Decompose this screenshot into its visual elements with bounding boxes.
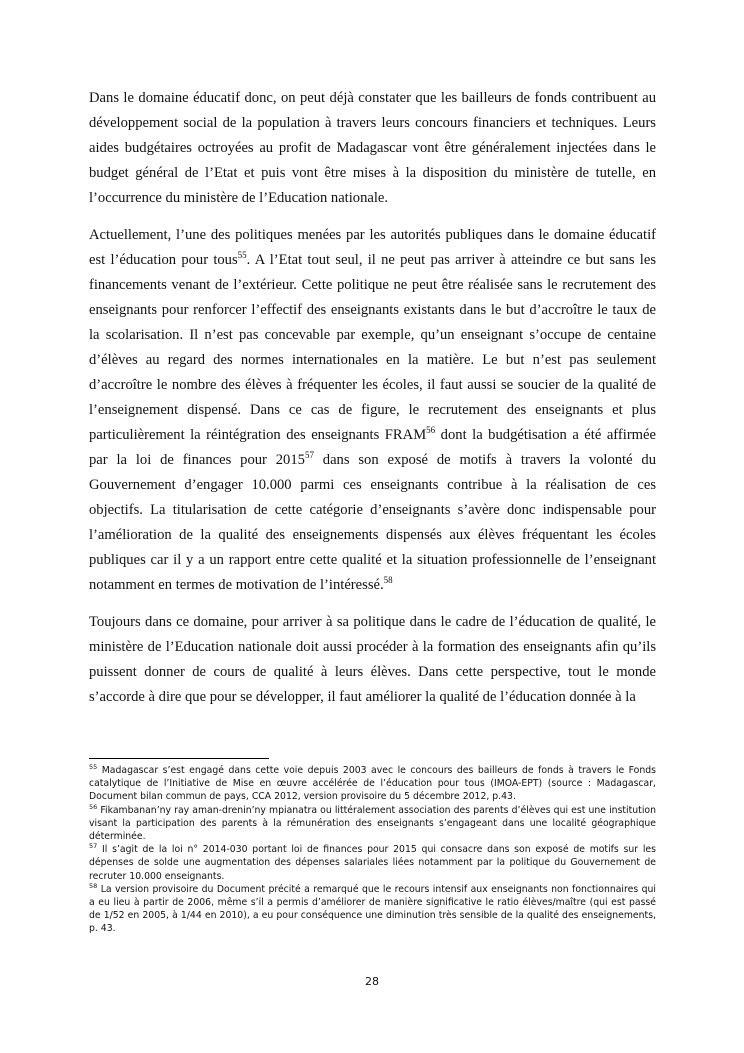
body-text — [89, 86, 656, 722]
footnote-ref-56[interactable]: 56 — [426, 425, 436, 435]
footnote-57: $^{57}$ Il s’agit de la loi n° 2014-030 portant loi de finances pour 2015 qui consacre dans son exposé de motifs sur les dépenses de solde une augmentation des dépenses salariales liées notamment par la politique du Gouvernement de recruter 10.000 enseignants. — [89, 842, 656, 882]
paragraph-2: Actuellement, l’une des politiques menées par les autorités publiques dans le domaine éducatif est l’éducation pour tous$^{55}$. A l’Etat tout seul, il ne peut pas arriver à atteindre ce but sans les financements venant de l’extérieur. Cette politique ne peut être réalisée sans le recrutement des enseignants pour renforcer l’effectif des enseignants existants dans le but d’accroître le taux de la scolarisation. Il n’est pas concevable par exemple, qu’un enseignant s’occupe de centaine d’élèves au regard des normes internationales en la matière. Le but n’est pas seulement d’accroître le nombre des élèves à fréquenter les écoles, il faut aussi se soucier de la qualité de l’enseignement dispensé. Dans ce cas de figure, le recrutement des enseignants et plus particulièrement la réintégration des enseignants FRAM$^{56}$ dont la budgétisation a été affirmée par la loi de finances pour 2015$^{57}$ dans son exposé de motifs à travers la volonté du Gouvernement d’engager 10.000 parmi ces enseignants contribue à la réalisation de ces objectifs. La titularisation de cette catégorie d’enseignants s’avère donc indispensable pour l’amélioration de la qualité des enseignements dispensés aux élèves fréquentant les écoles publiques car il y a un rapport entre cette qualité et la situation professionnelle de l’enseignant notamment en termes de motivation de l’intéressé.$^{58}$ — [89, 227, 657, 593]
footnote-56: $^{56}$ Fikambanan’ny ray aman-drenin’ny mpianatra ou littéralement association des parents d’élèves qui est une institution visant la participation des parents à la rémunération des enseignants s’engageant dans une localité géographique déterminée. — [89, 802, 656, 843]
footnote-ref-55[interactable]: 55 — [237, 250, 247, 260]
footnote-number: 58 — [89, 881, 98, 890]
footnote-separator — [89, 758, 269, 759]
page-number: 28 — [365, 975, 379, 988]
footnote-number: 55 — [89, 763, 98, 771]
footnotes — [89, 764, 656, 936]
footnote-55: $^{55}$ Madagascar s’est engagé dans cette voie depuis 2003 avec le concours des bailleurs de fonds à travers le Fonds catalytique de l’Initiative de Mise en œuvre accélérée de l’éducation pour tous (IMOA-EPT) (source : Madagascar, Document bilan commun de pays, CCA 2012, version provisoire du 5 décembre 2012, p.43. — [89, 763, 656, 803]
footnote-ref-57[interactable]: 57 — [304, 450, 314, 460]
footnote-ref-58[interactable]: 58 — [383, 575, 393, 585]
footnote-58: $^{58}$ La version provisoire du Document précité a remarqué que le recours intensif aux enseignants non fonctionnaires qui a eu lieu à partir de 2006, même s’il a permis d’améliorer de manière significative le ratio élèves/maître (qui est passé de 1/52 en 2005, à 1/44 en 2010), a eu pour conséquence une diminution très sensible de la qualité des enseignements, p. 43. — [89, 881, 656, 935]
footnote-number: 56 — [89, 802, 98, 811]
footnote-number: 57 — [89, 842, 98, 851]
paragraph-1: Dans le domaine éducatif donc, on peut déjà constater que les bailleurs de fonds contribuent au développement social de la population à travers leurs concours financiers et techniques. Leurs aides budgétaires octroyées au profit de Madagascar vont être généralement injectées dans le budget général de l’Etat et puis vont être mises à la disposition du ministère de tutelle, en l’occurrence du ministère de l’Education nationale. — [89, 90, 656, 206]
paragraph-3: Toujours dans ce domaine, pour arriver à sa politique dans le cadre de l’éducation de qualité, le ministère de l’Education nationale doit aussi procéder à la formation des enseignants afin qu’ils puissent donner de cours de qualité à leurs élèves. Dans cette perspective, tout le monde s’accorde à dire que pour se développer, il faut améliorer la qualité de l’éducation donnée à la — [89, 614, 656, 705]
